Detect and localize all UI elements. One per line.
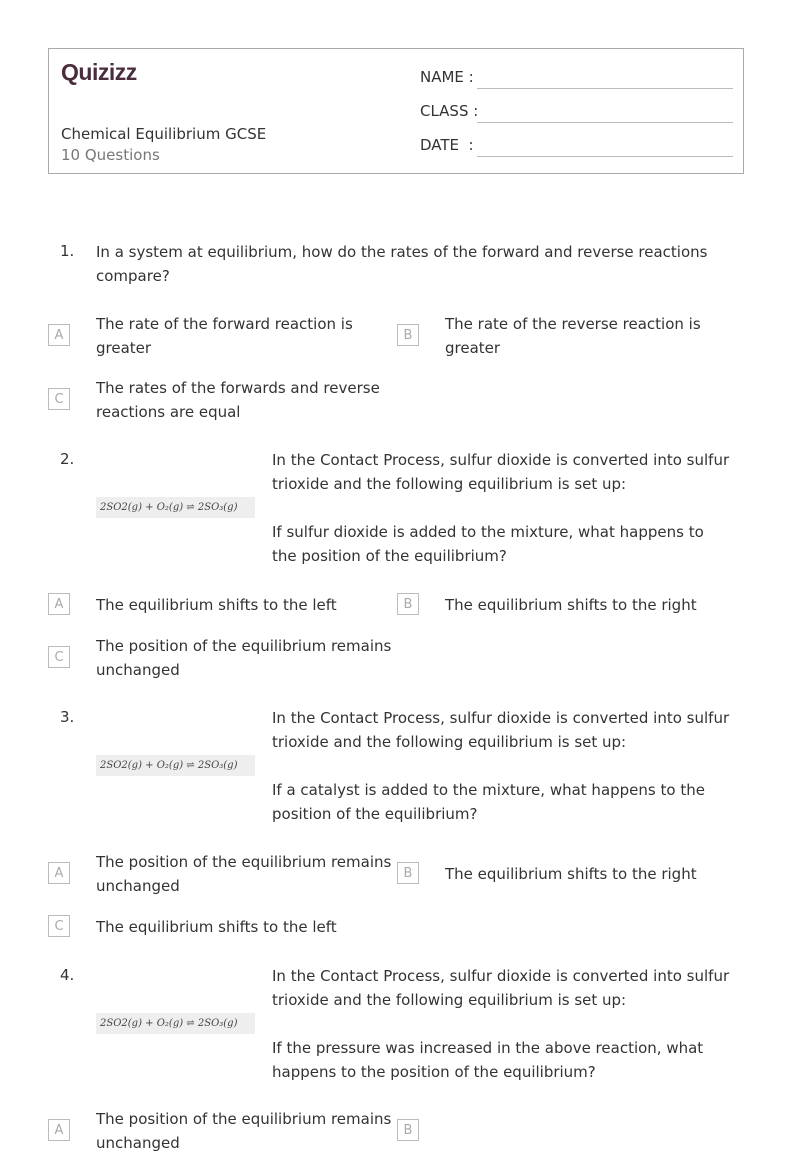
option-b-box[interactable]: B [397,593,419,615]
equation-image: 2SO2(g) + O₂(g) ⇌ 2SO₃(g) [96,497,255,518]
date-line [477,156,733,157]
class-line [477,122,733,123]
option-a-box[interactable]: A [48,1119,70,1141]
option-c-text: The rates of the forwards and reverse reactions are equal [96,379,380,421]
option-a-text: The position of the equilibrium remains unchanged [96,853,392,895]
option-c-box[interactable]: C [48,646,70,668]
question-text-2: If a catalyst is added to the mixture, what happens to the position of the equilibrium? [272,781,705,823]
option-a-text: The rate of the forward reaction is greater [96,315,353,357]
name-line [477,88,733,89]
class-label: CLASS : [420,102,479,120]
question-number: 2. [60,450,75,468]
option-b-box[interactable]: B [397,324,419,346]
option-a-text: The position of the equilibrium remains unchanged [96,1110,392,1152]
option-c-text: The position of the equilibrium remains unchanged [96,637,392,679]
option-a-box[interactable]: A [48,862,70,884]
option-a-text: The equilibrium shifts to the left [96,596,337,614]
option-b-text: The equilibrium shifts to the right [445,865,697,883]
question-text: In the Contact Process, sulfur dioxide is converted into sulfur trioxide and the following equilibrium is set up: [272,967,730,1009]
name-label: NAME : [420,68,474,86]
question-text-2: If sulfur dioxide is added to the mixture, what happens to the position of the equilibrium? [272,523,704,565]
question-number: 1. [60,242,75,260]
date-label: DATE : [420,136,474,154]
option-a-box[interactable]: A [48,593,70,615]
question-number: 3. [60,708,75,726]
question-text: In the Contact Process, sulfur dioxide is converted into sulfur trioxide and the following equilibrium is set up: [272,451,730,493]
svg-text:Quizizz: Quizizz [61,59,137,85]
equation-image: 2SO2(g) + O₂(g) ⇌ 2SO₃(g) [96,755,255,776]
option-b-box[interactable]: B [397,862,419,884]
equation-image: 2SO2(g) + O₂(g) ⇌ 2SO₃(g) [96,1013,255,1034]
question-text: In the Contact Process, sulfur dioxide is converted into sulfur trioxide and the following equilibrium is set up: [272,709,730,751]
question-count: 10 Questions [61,146,160,164]
question-number: 4. [60,966,75,984]
option-c-text: The equilibrium shifts to the left [96,918,337,936]
option-b-text: The equilibrium shifts to the right [445,596,697,614]
quizizz-logo [61,58,153,88]
option-b-text: The rate of the reverse reaction is greater [445,315,701,357]
option-c-box[interactable]: C [48,915,70,937]
question-text-2: If the pressure was increased in the above reaction, what happens to the position of the equilibrium? [272,1039,704,1081]
option-c-box[interactable]: C [48,388,70,410]
worksheet-title: Chemical Equilibrium GCSE [61,125,267,143]
worksheet-header [48,48,744,174]
option-a-box[interactable]: A [48,324,70,346]
question-text: In a system at equilibrium, how do the rates of the forward and reverse reactions compare? [96,243,708,285]
option-b-box[interactable]: B [397,1119,419,1141]
